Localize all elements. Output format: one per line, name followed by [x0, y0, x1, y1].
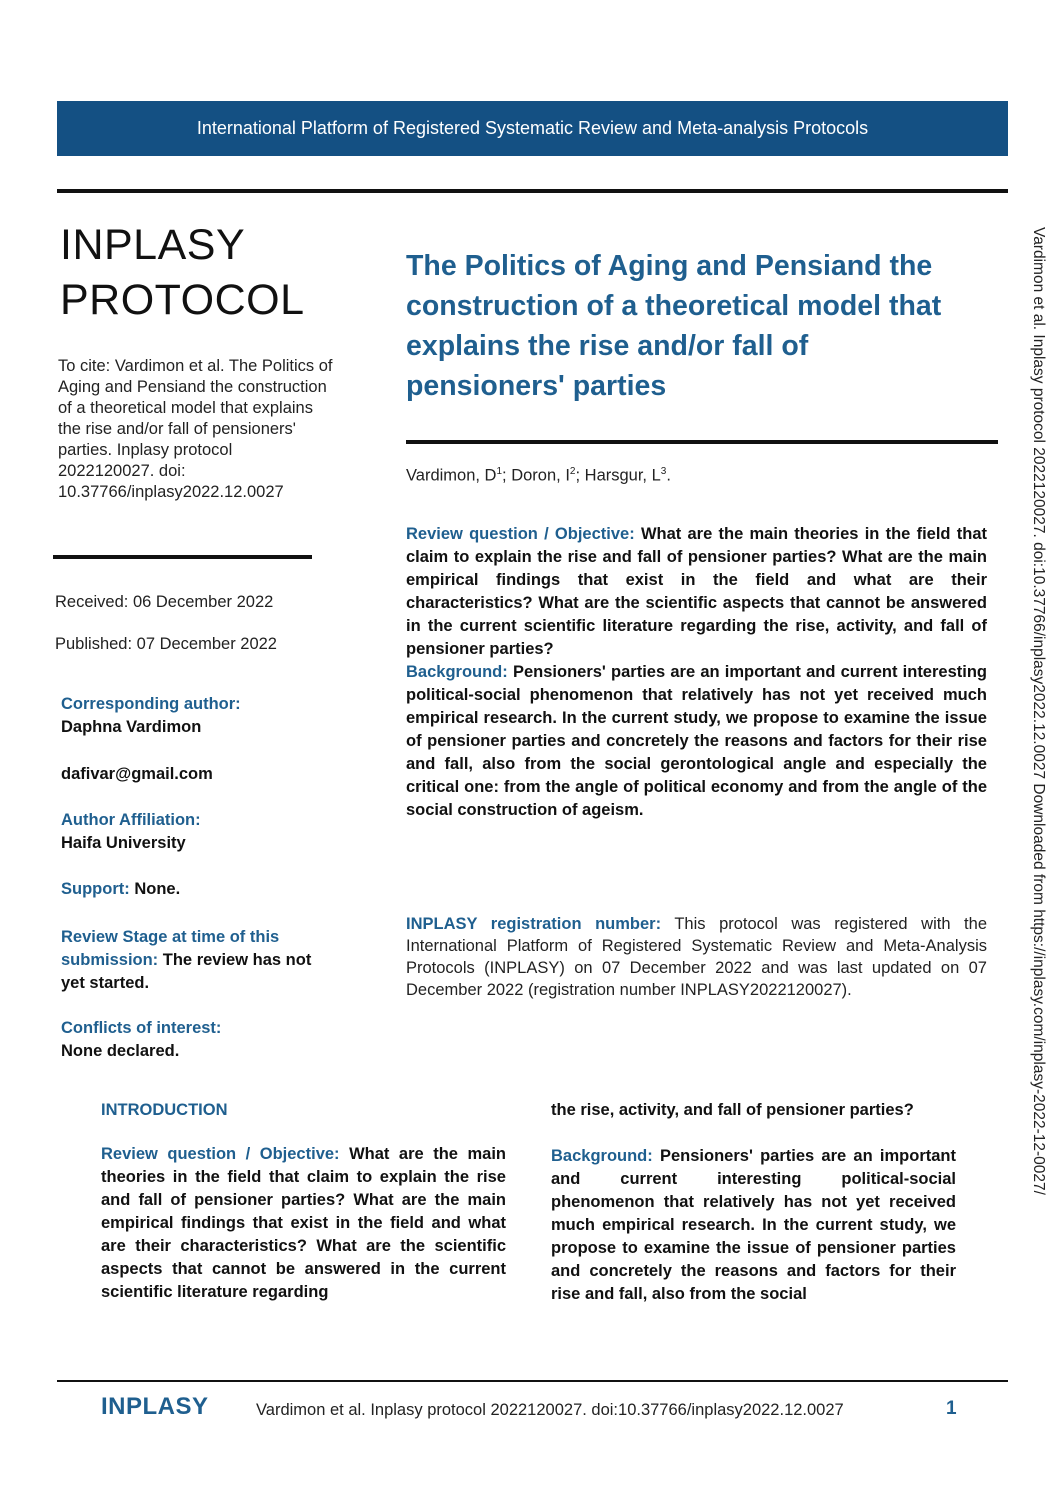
heading-line-2: PROTOCOL: [60, 276, 305, 324]
support-label: Support:: [61, 880, 130, 898]
corresponding-author-block: [61, 693, 351, 739]
title-rule: [406, 440, 998, 444]
affiliation-value: Haifa University: [61, 834, 186, 852]
conflicts-block: [61, 1017, 351, 1063]
author-email[interactable]: dafivar@gmail.com: [61, 765, 213, 783]
page-number: 1: [946, 1398, 957, 1419]
author-1-affil: 1: [496, 466, 503, 477]
support-block: [61, 878, 351, 901]
registration-label: INPLASY registration number:: [406, 915, 662, 933]
paper-title: The Politics of Aging and Pensiand the construction of a theoretical model that explains the rise and/or fall of pensioners' parties: [406, 250, 942, 402]
author-2: ; Doron, I: [502, 466, 570, 485]
affiliation-block: [61, 809, 351, 855]
received-date: Received: 06 December 2022: [55, 593, 274, 611]
registration-text: This protocol was registered with the International Platform of Registered Systematic Review and Meta-Analysis Protocols (INPLASY) on 07 December 2022 and was last updated on 07 December 2022 (registration number INPLASY2022120027).: [406, 915, 987, 999]
cite-rule: [53, 555, 312, 559]
conflicts-label: Conflicts of interest:: [61, 1019, 222, 1037]
author-2-affil: 2: [569, 466, 576, 477]
intro-column-left: [101, 1143, 506, 1304]
author-3-affil: 3: [660, 466, 667, 477]
introduction-heading: INTRODUCTION: [101, 1101, 228, 1119]
review-stage-label: Review Stage at time of this submission:: [61, 928, 280, 969]
published-date: Published: 07 December 2022: [55, 635, 277, 653]
author-list: [406, 466, 671, 486]
conflicts-value: None declared.: [61, 1042, 180, 1060]
abstract-background: [406, 661, 987, 822]
abstract-review-question: [406, 523, 987, 661]
top-rule: [57, 189, 1008, 193]
intro-rq-text: What are the main theories in the field that claim to explain the rise and fall of pensioner parties? What are the main empirical findings that exist in the field and what are their characteristics? What are the scientific aspects that cannot be answered in the current scientific literature regarding: [101, 1145, 506, 1301]
intro-background: [551, 1145, 956, 1306]
cite-text: To cite: Vardimon et al. The Politics of Aging and Pensiand the construction of a theoretical model that explains the rise and/or fall of pensioners' parties. Inplasy protocol 2022120027. doi: 10.37766/inplasy2022.12.0027: [58, 357, 333, 501]
intro-bg-text: Pensioners' parties are an important and current interesting political-social phenomenon that relatively has not yet received much empirical research. In the current study, we propose to examine the issue of pensioner parties and concretely the reasons and factors for their rise and fall, also from the social: [551, 1147, 956, 1303]
download-note: Vardimon et al. Inplasy protocol 2022120027. doi:10.37766/inplasy2022.12.0027 Downloaded from https://inplasy.com/inplasy-2022-12-0027/: [1030, 227, 1047, 1195]
heading-line-1: INPLASY: [60, 221, 246, 269]
journal-banner: [57, 101, 1008, 156]
intro-bg-label: Background:: [551, 1147, 653, 1165]
support-value: None.: [129, 880, 181, 898]
abstract-rq-label: Review question / Objective:: [406, 525, 635, 543]
intro-column-right: [551, 1099, 956, 1306]
protocol-heading: [60, 218, 305, 328]
abstract-bg-text: Pensioners' parties are an important and current interesting political-social phenomenon that relatively has not yet received much empirical research. In the current study, we propose to examine the issue of pensioner parties and concretely the reasons and factors for their rise and fall, also from the social gerontological angle and especially the critical one: from the angle of political economy and from the angle of the social construction of ageism.: [406, 663, 987, 819]
intro-rq-continued: the rise, activity, and fall of pensioner parties?: [551, 1101, 914, 1119]
review-stage-value: The review has not yet started.: [61, 951, 312, 992]
author-3: ; Harsgur, L: [575, 466, 661, 485]
abstract-bg-label: Background:: [406, 663, 508, 681]
author-list-end: .: [666, 466, 671, 485]
registration-block: [406, 913, 987, 1001]
corresponding-label: Corresponding author:: [61, 695, 241, 713]
abstract-rq-text: What are the main theories in the field that claim to explain the rise and fall of pensioner parties? What are the main empirical findings that exist in the field and what are their characteristics? What are the scientific aspects that cannot be answered in the current scientific literature regarding the rise, activity, and fall of pensioner parties?: [406, 525, 987, 658]
review-stage-block: [61, 926, 336, 995]
intro-rq-label: Review question / Objective:: [101, 1145, 340, 1163]
corresponding-name: Daphna Vardimon: [61, 718, 202, 736]
affiliation-label: Author Affiliation:: [61, 811, 201, 829]
footer-citation: Vardimon et al. Inplasy protocol 2022120027. doi:10.37766/inplasy2022.12.0027: [256, 1401, 844, 1419]
footer-brand: INPLASY: [101, 1393, 209, 1420]
footer-rule: [57, 1380, 1008, 1382]
banner-text: International Platform of Registered Systematic Review and Meta-analysis Protocols: [196, 118, 869, 138]
abstract-block: [406, 523, 987, 822]
author-1: Vardimon, D: [406, 466, 497, 485]
